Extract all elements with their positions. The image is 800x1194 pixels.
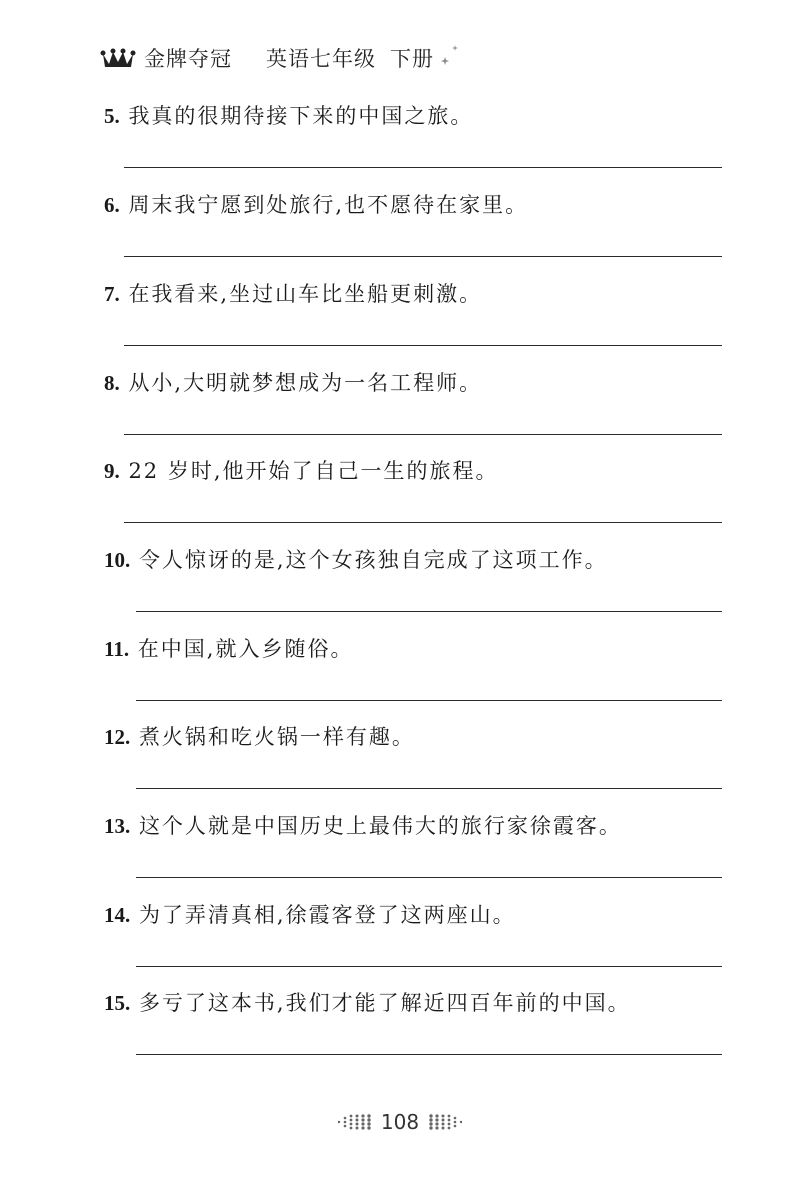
question-item: [104, 456, 744, 486]
question-text: [104, 101, 744, 131]
question-text: [104, 988, 744, 1018]
question-prompt: 周末我宁愿到处旅行,也不愿待在家里。: [128, 193, 529, 217]
question-number: 13.: [104, 814, 131, 838]
question-prompt: 这个人就是中国历史上最伟大的旅行家徐霞客。: [138, 814, 622, 838]
question-text: [104, 545, 744, 575]
question-item: [104, 811, 744, 841]
page-footer: [0, 1110, 800, 1134]
question-item: [104, 190, 744, 220]
question-item: [104, 545, 744, 575]
question-item: [104, 722, 744, 752]
question-prompt: 在中国,就入乡随俗。: [137, 637, 354, 661]
question-prompt: 煮火锅和吃火锅一样有趣。: [138, 725, 415, 749]
answer-line[interactable]: [136, 700, 722, 701]
answer-line[interactable]: [136, 966, 722, 967]
question-text: [104, 722, 744, 752]
question-prompt: 多亏了这本书,我们才能了解近四百年前的中国。: [138, 991, 631, 1015]
question-number: 12.: [104, 725, 131, 749]
question-prompt: 22 岁时,他开始了自己一生的旅程。: [128, 459, 499, 483]
question-number: 8.: [104, 371, 120, 395]
dots-decoration-left-icon: [333, 1112, 377, 1132]
answer-line[interactable]: [136, 788, 722, 789]
sparkle-icon: [438, 42, 462, 66]
answer-line[interactable]: [124, 522, 722, 523]
question-text: [104, 456, 744, 486]
brand-title: 金牌夺冠: [144, 47, 232, 71]
question-item: [104, 634, 744, 664]
question-prompt: 从小,大明就梦想成为一名工程师。: [128, 371, 483, 395]
question-text: [104, 368, 744, 398]
question-prompt: 在我看来,坐过山车比坐船更刺激。: [128, 282, 483, 306]
question-number: 15.: [104, 991, 131, 1015]
question-item: [104, 101, 744, 131]
question-prompt: 我真的很期待接下来的中国之旅。: [128, 104, 474, 128]
answer-line[interactable]: [136, 877, 722, 878]
question-item: [104, 988, 744, 1018]
question-number: 11.: [104, 637, 130, 661]
question-number: 5.: [104, 104, 120, 128]
answer-line[interactable]: [136, 611, 722, 612]
answer-line[interactable]: [124, 434, 722, 435]
question-number: 9.: [104, 459, 120, 483]
question-prompt: 令人惊讶的是,这个女孩独自完成了这项工作。: [138, 548, 608, 572]
crown-icon: [100, 46, 136, 70]
dots-decoration-right-icon: [423, 1112, 467, 1132]
page-number: 108: [380, 1110, 420, 1134]
subject-title: 英语七年级: [266, 47, 376, 71]
question-number: 6.: [104, 193, 120, 217]
question-number: 7.: [104, 282, 120, 306]
question-number: 10.: [104, 548, 131, 572]
question-text: [104, 811, 744, 841]
question-text: [104, 190, 744, 220]
answer-line[interactable]: [124, 256, 722, 257]
question-text: [104, 279, 744, 309]
question-item: [104, 900, 744, 930]
question-number: 14.: [104, 903, 131, 927]
volume-label: 下册: [390, 47, 434, 71]
answer-line[interactable]: [124, 345, 722, 346]
page-header: [100, 38, 462, 78]
answer-line[interactable]: [136, 1054, 722, 1055]
answer-line[interactable]: [124, 167, 722, 168]
question-prompt: 为了弄清真相,徐霞客登了这两座山。: [138, 903, 516, 927]
question-text: [104, 900, 744, 930]
question-item: [104, 368, 744, 398]
question-item: [104, 279, 744, 309]
question-text: [104, 634, 744, 664]
